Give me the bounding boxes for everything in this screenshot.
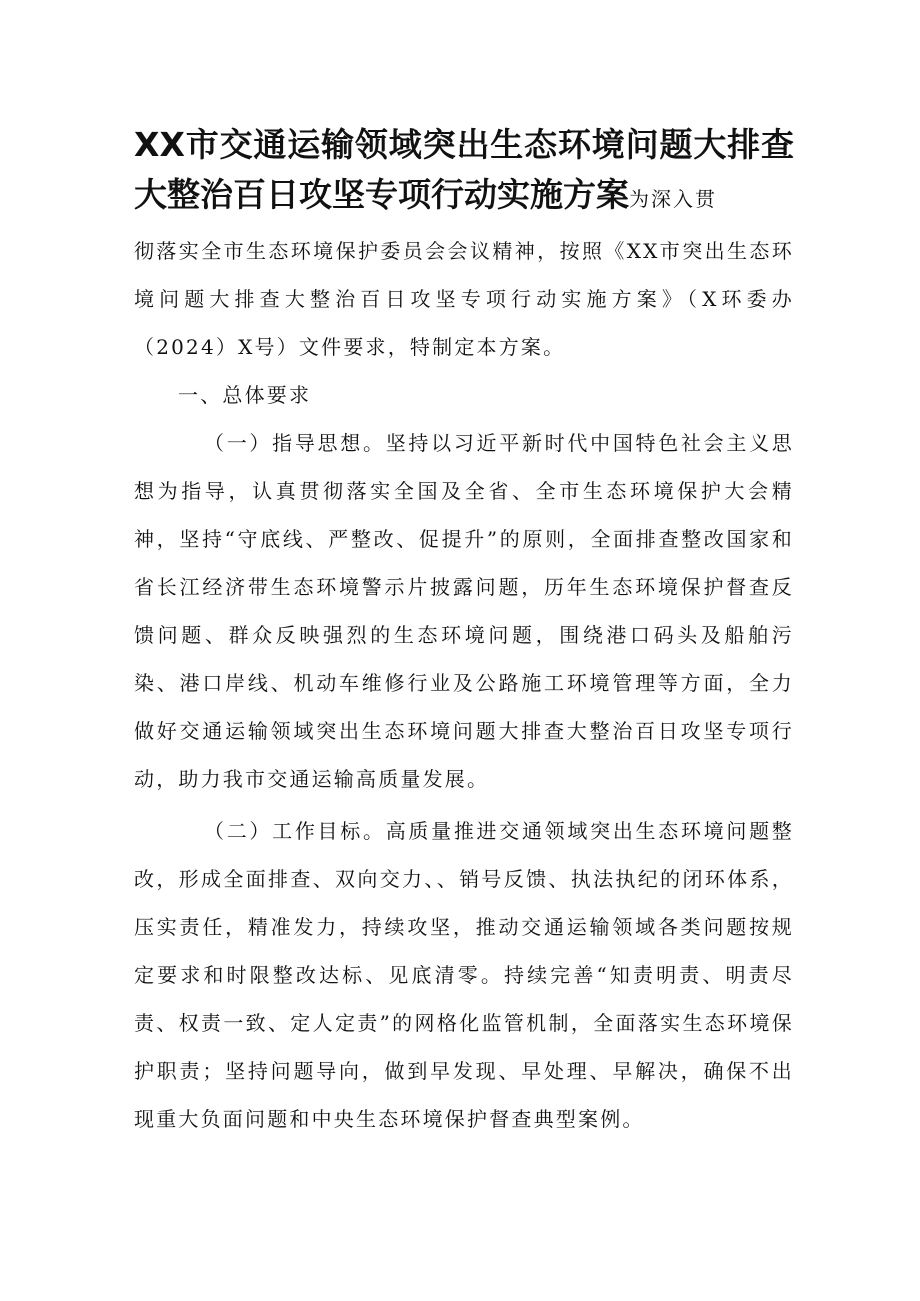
title-line xyxy=(134,120,794,224)
paragraph-guiding-ideology: （一）指导思想。坚持以习近平新时代中国特色社会主义思想为指导，认真贯彻落实全国及全省、全市生态环境保护大会精神，坚持“守底线、严整改、促提升”的原则，全面排查整改国家和省长江经济带生态环境警示片披露问题，历年生态环境保护督查反馈问题、群众反映强烈的生态环境问题，围绕港口码头及船舶污染、港口岸线、机动车维修行业及公路施工环境管理等方面，全力做好交通运输领域突出生态环境问题大排查大整治百日攻坚专项行动，助力我市交通运输高质量发展。 xyxy=(134,431,794,791)
document-content xyxy=(134,120,794,1143)
intro-lead: 为深入贯 xyxy=(629,187,717,211)
paragraph-work-goals: （二）工作目标。高质量推进交通领域突出生态环境问题整改，形成全面排查、双向交力、、销号反馈、执法执纪的闭环体系，压实责任，精准发力，持续攻坚，推动交通运输领域各类问题按规定要求和时限整改达标、见底清零。持续完善“知责明责、明责尽责、权责一致、定人定责”的网格化监管机制，全面落实生态环境保护职责；坚持问题导向，做到早发现、早处理、早解决，确保不出现重大负面问题和中央生态环境保护督查典型案例。 xyxy=(134,819,794,1131)
intro-paragraph: 彻落实全市生态环境保护委员会会议精神，按照《XX市突出生态环境问题大排查大整治百日攻坚专项行动实施方案》（X环委办（2024）X号）文件要求，特制定本方案。 xyxy=(134,239,794,359)
section-heading: 一、总体要求 xyxy=(178,383,312,407)
document-title: XX市交通运输领域突出生态环境问题大排查大整治百日攻坚专项行动实施方案 xyxy=(134,125,794,214)
